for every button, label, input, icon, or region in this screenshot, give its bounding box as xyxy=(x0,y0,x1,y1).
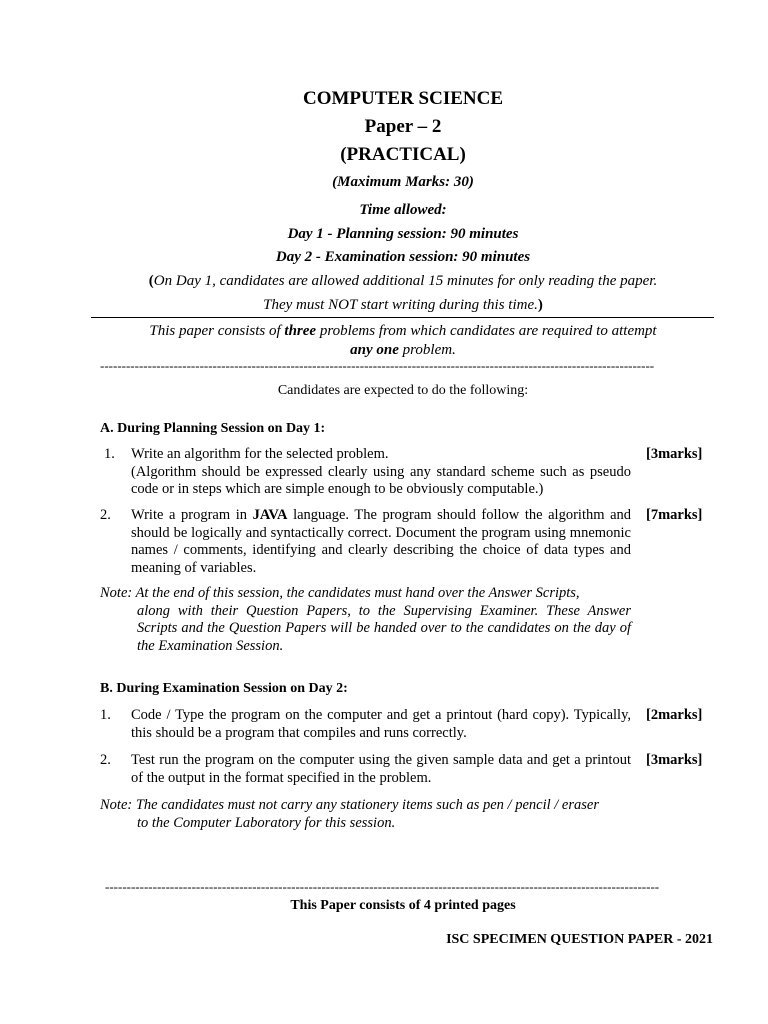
subject-title: COMPUTER SCIENCE xyxy=(302,88,504,109)
specimen-paper-label: ISC SPECIMEN QUESTION PAPER - 2021 xyxy=(446,932,713,947)
reading-time-line2: They must NOT start writing during this time.) xyxy=(263,297,543,313)
reading-time-line1: (On Day 1, candidates are allowed additional 15 minutes for only reading the paper. xyxy=(148,273,658,289)
maximum-marks: (Maximum Marks: 30) xyxy=(332,174,474,190)
section-a-note: Note: At the end of this session, the candidates must hand over the Answer Scripts, along with their Question Papers, to the Supervising Examiner. These Answer Scripts and the Question Papers will be handed over to the candidates on the day of the Examination Session. xyxy=(100,585,631,654)
section-b-heading: B. During Examination Session on Day 2: xyxy=(100,681,348,696)
candidates-expected: Candidates are expected to do the following: xyxy=(277,383,529,398)
section-b-item1-text: Code / Type the program on the computer and get a printout (hard copy). Typically, this should be a program that compiles and runs correctly. xyxy=(131,707,631,741)
section-a-item1-number: 1. xyxy=(104,446,115,462)
day1-duration: Day 1 - Planning session: 90 minutes xyxy=(287,226,519,242)
section-b-item2-number: 2. xyxy=(100,752,111,768)
section-b-item2-text: Test run the program on the computer using the given sample data and get a printout of the output in the format specified in the problem. xyxy=(131,752,631,786)
dashed-divider: -------------------------------------------------------------------------------------------------------------------------------- xyxy=(100,358,655,373)
problems-count-line: This paper consists of three problems from which candidates are required to attempt xyxy=(149,323,657,339)
section-b-note: Note: The candidates must not carry any stationery items such as pen / pencil / eraser to the Computer Laboratory for this session. xyxy=(100,797,599,831)
section-b-item1-number: 1. xyxy=(100,707,111,723)
paper-type: (PRACTICAL) xyxy=(340,144,466,165)
section-a-item2-text: Write a program in JAVA language. The program should follow the algorithm and should be logically and syntactically correct. Document the program using mnemonic names / comments, identifying and clearly describing the choice of data types and meaning of variables. xyxy=(131,507,632,576)
attempt-one-line: any one problem. xyxy=(350,342,456,358)
time-allowed-label: Time allowed: xyxy=(359,202,447,218)
footer-dashed-divider: -------------------------------------------------------------------------------------------------------------------------------- xyxy=(105,879,660,894)
paper-number: Paper – 2 xyxy=(364,116,442,137)
section-b-item1-marks: [2marks] xyxy=(646,707,703,723)
section-a-item2-number: 2. xyxy=(100,507,111,523)
printed-pages-note: This Paper consists of 4 printed pages xyxy=(290,898,516,913)
section-a-item2-marks: [7marks] xyxy=(646,507,703,523)
section-a-heading: A. During Planning Session on Day 1: xyxy=(100,421,326,436)
section-a-item1-marks: [3marks] xyxy=(646,446,703,462)
section-a-item1-text: Write an algorithm for the selected problem. (Algorithm should be expressed clearly using any standard scheme such as pseudo code or in steps which are simple enough to be obviously computable.) xyxy=(131,446,631,497)
day2-duration: Day 2 - Examination session: 90 minutes xyxy=(275,249,531,265)
section-b-item2-marks: [3marks] xyxy=(646,752,703,768)
header-divider xyxy=(91,317,714,318)
